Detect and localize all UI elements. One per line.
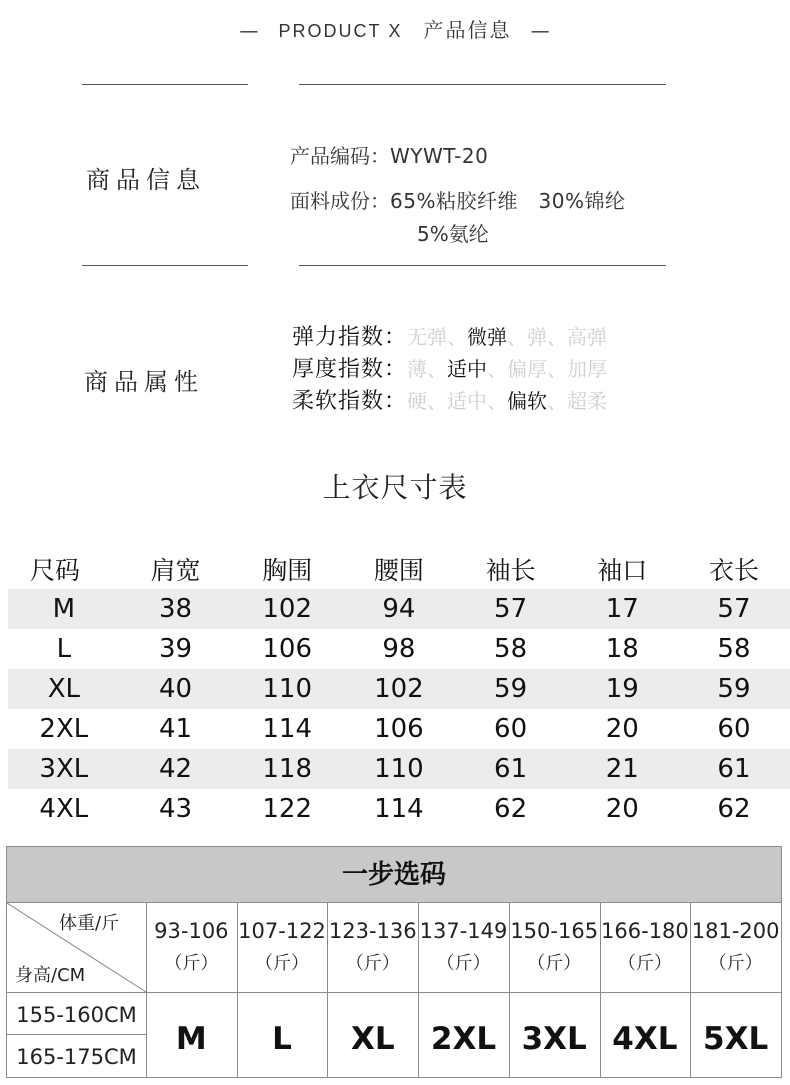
attribute-option: 适中 xyxy=(447,389,488,413)
weight-value: 107-122 xyxy=(238,919,326,943)
product-attributes-label: 商品属性 xyxy=(84,368,204,396)
attribute-option: 硬 xyxy=(407,389,428,413)
size-cell: 62 xyxy=(717,794,751,824)
size-cell: 40 xyxy=(158,674,193,704)
product-code-row xyxy=(290,140,488,169)
recommended-size: 4XL xyxy=(612,1021,678,1057)
size-cell: 94 xyxy=(382,594,416,624)
attribute-option: 弹 xyxy=(527,325,548,349)
attribute-option: 超柔 xyxy=(567,389,608,413)
size-row xyxy=(8,749,790,789)
divider-line xyxy=(299,265,666,266)
size-cell: L xyxy=(56,634,72,664)
size-cell: 17 xyxy=(605,594,639,624)
recommended-size: 5XL xyxy=(703,1021,769,1057)
weight-value: 137-149 xyxy=(419,919,508,943)
size-cell: 118 xyxy=(262,754,313,784)
attribute-option: 加厚 xyxy=(567,357,608,381)
size-cell: 57 xyxy=(494,594,528,624)
size-cell: XL xyxy=(47,674,80,704)
row-divider xyxy=(7,1034,146,1035)
size-cell: 60 xyxy=(717,714,751,744)
option-separator: 、 xyxy=(487,389,508,413)
header-cell: 衣长 xyxy=(708,556,759,585)
size-cell: 114 xyxy=(262,714,313,744)
attribute-option-selected: 微弹 xyxy=(467,325,508,349)
option-separator: 、 xyxy=(507,325,528,349)
size-cell: 19 xyxy=(605,674,639,704)
attribute-option: 无弹 xyxy=(407,325,448,349)
elasticity-options xyxy=(407,325,607,349)
thickness-label: 厚度指数： xyxy=(292,357,408,382)
recommended-size: M xyxy=(175,1021,207,1057)
header-cell: 袖长 xyxy=(485,556,536,585)
option-separator: 、 xyxy=(487,357,508,381)
weight-axis-label: 体重/斤 xyxy=(59,913,120,934)
softness-options xyxy=(407,389,607,413)
option-separator: 、 xyxy=(547,357,568,381)
header-english: PRODUCT xyxy=(278,21,382,41)
weight-value: 123-136 xyxy=(328,919,417,943)
size-row xyxy=(8,709,790,749)
thickness-options xyxy=(407,357,607,381)
weight-unit: （斤） xyxy=(436,953,491,974)
attribute-option: 高弹 xyxy=(567,325,608,349)
option-separator: 、 xyxy=(427,389,448,413)
header-cell: 尺码 xyxy=(30,556,81,585)
header-cell: 袖口 xyxy=(597,556,648,585)
weight-value: 181-200 xyxy=(691,919,780,943)
size-cell: 21 xyxy=(605,754,639,784)
product-info-label: 商品信息 xyxy=(86,166,206,194)
size-table xyxy=(8,549,790,829)
size-table-header xyxy=(8,549,790,589)
softness-row xyxy=(292,384,607,415)
height-range: 165-175CM xyxy=(16,1045,137,1069)
size-cell: 106 xyxy=(374,714,424,744)
weight-unit: （斤） xyxy=(345,953,400,974)
recommendation-body xyxy=(7,903,781,1077)
fabric-line-1: 65%粘胶纤维 30%锦纶 xyxy=(390,189,626,213)
size-row xyxy=(8,589,790,629)
header-dash-right: — xyxy=(530,20,551,42)
size-cell: 20 xyxy=(605,714,639,744)
attribute-option-selected: 适中 xyxy=(447,357,488,381)
size-cell: 110 xyxy=(374,754,424,784)
weight-unit: （斤） xyxy=(255,953,310,974)
header-cell: 腰围 xyxy=(373,556,424,585)
softness-label: 柔软指数： xyxy=(292,389,408,414)
weight-unit: （斤） xyxy=(527,953,582,974)
weight-range xyxy=(237,919,328,975)
recommended-size: L xyxy=(272,1021,292,1057)
size-cell: 58 xyxy=(717,634,751,664)
size-cell: 122 xyxy=(262,794,313,824)
weight-range xyxy=(690,919,781,975)
recommended-size: 3XL xyxy=(521,1021,587,1057)
attribute-option: 薄 xyxy=(407,357,428,381)
weight-range xyxy=(327,919,418,975)
size-cell: 42 xyxy=(158,754,193,784)
divider-line xyxy=(82,84,248,85)
size-cell: 61 xyxy=(494,754,528,784)
size-cell: 60 xyxy=(494,714,528,744)
section-header xyxy=(0,14,790,43)
row-divider xyxy=(7,992,781,993)
fabric-line-2: 5%氨纶 xyxy=(417,222,489,246)
size-cell: 62 xyxy=(494,794,528,824)
size-cell: 61 xyxy=(717,754,751,784)
weight-value: 93-106 xyxy=(154,919,229,943)
attribute-option-selected: 偏软 xyxy=(507,389,548,413)
option-separator: 、 xyxy=(447,325,468,349)
product-code-value: WYWT-20 xyxy=(390,144,489,168)
size-cell: 57 xyxy=(717,594,751,624)
recommended-size: XL xyxy=(350,1021,395,1057)
weight-range xyxy=(509,919,600,975)
size-cell: 41 xyxy=(158,714,193,744)
size-cell: 102 xyxy=(262,594,313,624)
weight-value: 150-165 xyxy=(510,919,599,943)
thickness-row xyxy=(292,352,607,383)
divider-line xyxy=(299,84,666,85)
weight-value: 166-180 xyxy=(601,919,689,943)
product-code-label: 产品编码： xyxy=(290,144,390,168)
size-table-body xyxy=(8,589,790,829)
size-cell: 98 xyxy=(382,634,416,664)
header-x: X xyxy=(388,21,403,41)
elasticity-label: 弹力指数： xyxy=(292,325,408,350)
option-separator: 、 xyxy=(547,389,568,413)
elasticity-row xyxy=(292,320,607,351)
weight-range xyxy=(418,919,509,975)
size-cell: 114 xyxy=(374,794,424,824)
divider-line xyxy=(82,265,248,266)
recommended-size: 2XL xyxy=(430,1021,497,1057)
size-row xyxy=(8,789,790,829)
fabric-label: 面料成份： xyxy=(290,189,390,213)
size-recommendation-table xyxy=(6,846,782,1078)
size-row xyxy=(8,629,790,669)
weight-range xyxy=(600,919,691,975)
size-cell: 2XL xyxy=(39,714,89,744)
size-cell: 106 xyxy=(262,634,313,664)
size-chart-title: 上衣尺寸表 xyxy=(322,471,468,504)
size-cell: 39 xyxy=(158,634,193,664)
height-range: 155-160CM xyxy=(16,1003,137,1027)
header-cell: 胸围 xyxy=(262,556,313,585)
attribute-option: 偏厚 xyxy=(507,357,548,381)
size-cell: M xyxy=(52,594,76,624)
size-cell: 59 xyxy=(494,674,528,704)
size-cell: 18 xyxy=(605,634,639,664)
option-separator: 、 xyxy=(427,357,448,381)
size-cell: 59 xyxy=(717,674,751,704)
size-cell: 110 xyxy=(262,674,313,704)
size-cell: 3XL xyxy=(39,754,89,784)
header-cell: 肩宽 xyxy=(150,556,201,585)
size-cell: 38 xyxy=(158,594,193,624)
size-cell: 58 xyxy=(494,634,528,664)
option-separator: 、 xyxy=(547,325,568,349)
size-cell: 102 xyxy=(374,674,424,704)
size-cell: 43 xyxy=(158,794,193,824)
weight-unit: （斤） xyxy=(164,953,219,974)
recommendation-title: 一步选码 xyxy=(7,847,781,903)
size-row xyxy=(8,669,790,709)
header-chinese: 产品信息 xyxy=(423,18,512,42)
size-cell: 20 xyxy=(605,794,639,824)
fabric-row xyxy=(290,185,625,214)
header-dash-left: — xyxy=(239,20,260,42)
size-cell: 4XL xyxy=(39,794,89,824)
weight-range xyxy=(146,919,237,975)
weight-unit: （斤） xyxy=(708,953,763,974)
weight-unit: （斤） xyxy=(617,953,672,974)
height-axis-label: 身高/CM xyxy=(15,965,86,986)
